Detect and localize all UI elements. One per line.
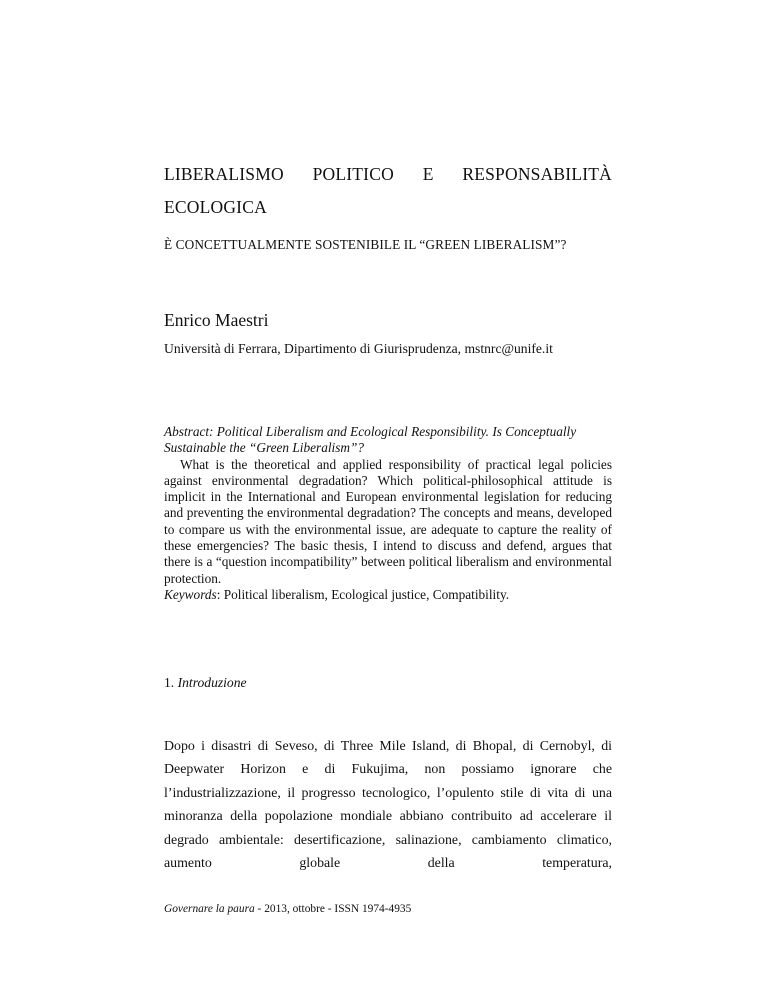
body-paragraph: Dopo i disastri di Seveso, di Three Mile Island, di Bhopal, di Cernobyl, di Deepwater Horizon e di Fukujima, non possiamo ignorare che l’industrializzazione, il progresso tecnologico, l’opulento stile di vita di una minoranza della popolazione mondiale abbiano contribuito ad accelerare il degrado ambientale: desertificazione, salinazione, cambiamento climatico, aumento globale della temperatura, bbox=[164, 739, 612, 872]
title-word: E bbox=[422, 164, 434, 184]
keywords-label: Keywords bbox=[164, 586, 217, 602]
journal-name: Governare la paura bbox=[164, 903, 255, 915]
paper-title-line-1 bbox=[164, 164, 612, 185]
author-name: Enrico Maestri bbox=[164, 310, 269, 330]
keywords-line bbox=[164, 587, 509, 602]
paper-title-line-2: ECOLOGICA bbox=[164, 197, 267, 217]
abstract-title: Abstract: Political Liberalism and Ecological Responsibility. Is Conceptually Sustainable the “Green Liberalism”? bbox=[164, 424, 577, 456]
title-word: LIBERALISMO bbox=[164, 164, 284, 184]
section-number: 1. bbox=[164, 675, 178, 690]
author-affiliation: Università di Ferrara, Dipartimento di Giurisprudenza, mstnrc@unife.it bbox=[164, 341, 553, 356]
page-footer bbox=[164, 903, 411, 915]
issue-details: - 2013, ottobre - ISSN 1974-4935 bbox=[254, 903, 412, 915]
paper-page bbox=[164, 0, 612, 994]
paper-subtitle: È CONCETTUALMENTE SOSTENIBILE IL “GREEN LIBERALISM”? bbox=[164, 237, 567, 252]
keywords-list: : Political liberalism, Ecological justice, Compatibility. bbox=[216, 586, 510, 602]
title-word: POLITICO bbox=[312, 164, 394, 184]
title-word: RESPONSABILITÀ bbox=[462, 164, 612, 184]
abstract-body: What is the theoretical and applied responsibility of practical legal policies against environmental degradation? Which political-philosophical attitude is implicit in the International and European environmental legislation for reducing and preventing the environmental degradation? The concepts and means, developed to compare us with the environmental issue, are adequate to capture the reality of these emergencies? The basic thesis, I intend to discuss and defend, argues that there is a “question incompatibility” between political liberalism and environmental protection. bbox=[164, 456, 612, 586]
section-heading bbox=[164, 675, 247, 691]
abstract bbox=[164, 424, 612, 603]
section-title: Introduzione bbox=[177, 675, 247, 690]
